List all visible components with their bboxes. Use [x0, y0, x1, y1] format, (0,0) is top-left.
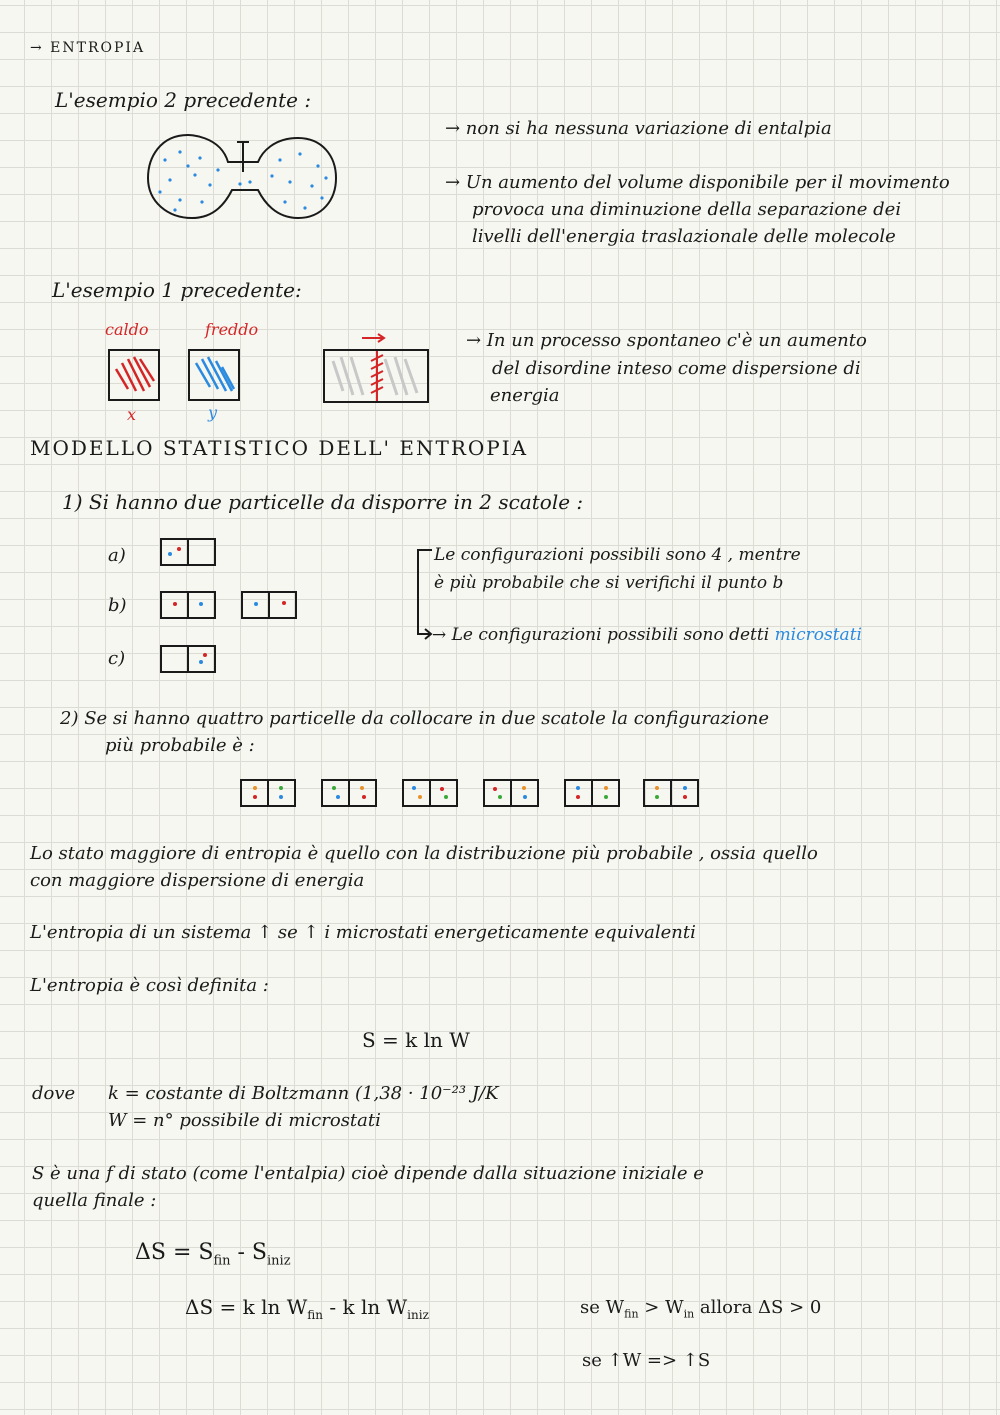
microstate-b1: [160, 591, 216, 619]
cond1-a: se W: [580, 1297, 625, 1318]
box-right: [510, 781, 537, 805]
combined-block: [323, 349, 429, 403]
k-definition: k = costante di Boltzmann (1,38 · 10⁻²³ J/K: [108, 1083, 499, 1104]
hot-label: caldo: [105, 320, 149, 339]
model-heading: MODELLO STATISTICO DELL' ENTROPIA: [30, 436, 529, 460]
eq2-sub-iniz: iniz: [407, 1308, 429, 1322]
eq1-b: - S: [230, 1240, 267, 1265]
example2-note-4: livelli dell'energia traslazionale delle molecole: [472, 226, 896, 247]
microstate-4p-6: [643, 779, 699, 807]
cold-hatching-icon: [190, 351, 238, 399]
cond1-c: allora ΔS > 0: [694, 1297, 822, 1318]
condition-2: se ↑W => ↑S: [582, 1350, 711, 1371]
box-right: [348, 781, 375, 805]
microstate-a: [160, 538, 216, 566]
cold-block: [188, 349, 240, 401]
microstate-c: [160, 645, 216, 673]
box-left: [162, 540, 187, 564]
model-point-1: 1) Si hanno due particelle da disporre in 2 scatole :: [62, 490, 584, 514]
option-a-label: a): [108, 545, 126, 566]
microstate-b2: [241, 591, 297, 619]
option-b-label: b): [108, 595, 127, 616]
box-left: [645, 781, 670, 805]
box-left: [404, 781, 429, 805]
bracket-text-3-prefix: → Le configurazioni possibili sono detti: [432, 625, 770, 645]
box-left: [323, 781, 348, 805]
gas-expansion-diagram: [140, 130, 350, 225]
state-function-line2: quella finale :: [32, 1190, 157, 1211]
microstati-highlight: microstati: [774, 625, 862, 645]
bracket-text-2: è più probabile che si verifichi il punto b: [434, 573, 784, 593]
example2-note-2: → Un aumento del volume disponibile per il movimento: [445, 172, 950, 193]
eq1-sub-iniz: iniz: [267, 1253, 291, 1269]
option-c-label: c): [108, 648, 126, 669]
box-right: [670, 781, 697, 805]
statement-1: Lo stato maggiore di entropia è quello con la distribuzione più probabile , ossia quello: [30, 843, 818, 864]
model-point-2-line1: 2) Se si hanno quattro particelle da collocare in due scatole la configurazione: [60, 708, 769, 729]
eq2-sub-fin: fin: [307, 1308, 324, 1322]
where-label: dove: [32, 1083, 76, 1104]
eq2-a: ΔS = k ln W: [185, 1295, 308, 1319]
box-right: [429, 781, 456, 805]
page-header: → ENTROPIA: [30, 40, 146, 56]
example1-note-3: energia: [490, 385, 560, 406]
w-definition: W = n° possibile di microstati: [108, 1110, 381, 1131]
box-left: [485, 781, 510, 805]
box-left: [242, 781, 267, 805]
microstate-4p-3: [402, 779, 458, 807]
box-right: [268, 593, 295, 617]
model-point-2-line2: più probabile è :: [105, 735, 255, 756]
delta-s-equation: [135, 1240, 291, 1268]
condition-1: [580, 1297, 821, 1321]
example2-note-3: provoca una diminuzione della separazione dei: [472, 199, 902, 220]
microstate-4p-1: [240, 779, 296, 807]
bracket-text-3: [432, 625, 862, 645]
cond1-b: > W: [638, 1297, 684, 1318]
hot-hatching-icon: [110, 351, 158, 399]
state-function-line1: S è una f di stato (come l'entalpia) cioè dipende dalla situazione iniziale e: [32, 1163, 704, 1184]
entropy-formula: S = k ln W: [362, 1028, 470, 1052]
example2-title: L'esempio 2 precedente :: [55, 88, 312, 112]
example1-note-2: del disordine inteso come dispersione di: [492, 358, 861, 379]
bracket-text-1: Le configurazioni possibili sono 4 , mentre: [434, 545, 801, 565]
example2-note-1: → non si ha nessuna variazione di entalpia: [445, 118, 832, 139]
box-left: [566, 781, 591, 805]
box-left: [243, 593, 268, 617]
x-label: x: [127, 405, 137, 424]
cond1-sub-in: in: [683, 1307, 695, 1321]
statement-2: con maggiore dispersione di energia: [30, 870, 365, 891]
cond1-sub-fin: fin: [624, 1307, 639, 1321]
box-right: [591, 781, 618, 805]
box-left: [162, 593, 187, 617]
box-right: [187, 593, 214, 617]
eq2-b: - k ln W: [323, 1295, 408, 1319]
box-left: [162, 647, 187, 671]
statement-3: L'entropia di un sistema ↑ se ↑ i microstati energeticamente equivalenti: [30, 922, 696, 943]
box-right: [187, 540, 214, 564]
y-label: y: [208, 403, 218, 422]
example1-note-1: → In un processo spontaneo c'è un aumento: [466, 330, 867, 351]
microstate-4p-4: [483, 779, 539, 807]
microstate-4p-2: [321, 779, 377, 807]
statement-4: L'entropia è così definita :: [30, 975, 269, 996]
eq1-a: ΔS = S: [135, 1240, 214, 1265]
delta-s-boltzmann-equation: [185, 1295, 429, 1322]
box-right: [267, 781, 294, 805]
eq1-sub-fin: fin: [213, 1253, 231, 1269]
cold-label: freddo: [205, 320, 259, 339]
hot-block: [108, 349, 160, 401]
mixed-hatching-icon: [325, 351, 427, 401]
box-right: [187, 647, 214, 671]
arrow-right-icon: [362, 333, 388, 343]
microstate-4p-5: [564, 779, 620, 807]
example1-title: L'esempio 1 precedente:: [52, 278, 302, 302]
